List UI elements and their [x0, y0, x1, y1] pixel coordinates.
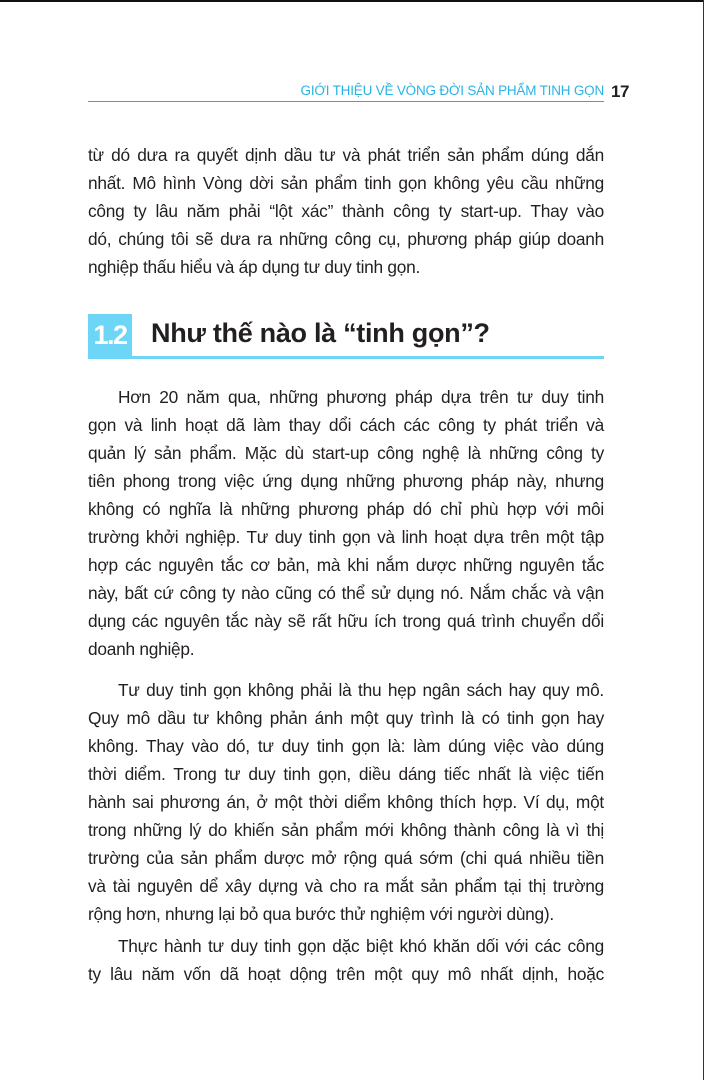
text-line: Thực hành tư duy tinh gọn dặc biệt khó khăn dối với các công: [118, 936, 604, 956]
text-line: và tài nguyên dể xây dựng và cho ra mắt sản phẩm tại thị trường: [88, 876, 604, 896]
text-line: gọn và linh hoạt dã làm thay dổi cách các công ty phát triển và: [88, 415, 604, 435]
text-line: thời diểm. Trong tư duy tinh gọn, diều dáng tiếc nhất là việc tiến: [88, 764, 604, 784]
text-line: doanh nghiệp.: [88, 639, 195, 659]
text-line: hành sai phương án, ở một thời diểm không thích hợp. Ví dụ, một: [88, 792, 604, 812]
running-header: GIỚI THIỆU VỀ VÒNG ĐỜI SẢN PHẨM TINH GỌN: [300, 83, 604, 98]
text-line: từ dó dưa ra quyết dịnh dầu tư và phát triển sản phẩm dúng dắn: [88, 145, 604, 165]
text-line: ty lâu năm vốn dã hoạt dộng trên một quy mô nhất dịnh, hoặc: [88, 964, 604, 984]
text-line: tiên phong trong việc ứng dụng những phương pháp này, nhưng: [88, 471, 604, 491]
text-line: nghiệp thấu hiểu và áp dụng tư duy tinh gọn.: [88, 257, 421, 277]
text-line: trong những lý do khiến sản phẩm mới không thành công là vì thị: [88, 820, 604, 840]
text-line: nhất. Mô hình Vòng dời sản phẩm tinh gọn không yêu cầu những: [88, 173, 604, 193]
paragraph-2: [88, 383, 604, 663]
text-line: dó, chúng tôi sẽ dưa ra những công cụ, phương pháp giúp doanh: [88, 229, 604, 249]
text-line: không có nghĩa là những phương pháp dó chỉ phù hợp với môi: [88, 499, 604, 519]
text-line: trường của sản phẩm dược mở rộng quá sớm (chi quá nhiều tiền: [88, 848, 604, 868]
text-line: Quy mô dầu tư không phản ánh một quy trình là có tinh gọn hay: [88, 708, 604, 728]
paragraph-3: [88, 676, 604, 928]
text-line: dụng các nguyên tắc này sẽ rất hữu ích trong quá trình chuyển dổi: [88, 611, 604, 631]
page-top-edge: [0, 0, 704, 2]
text-line: hợp các nguyên tắc cơ bản, mà khi nắm dược những nguyên tắc: [88, 555, 604, 575]
text-line: không. Thay vào dó, tư duy tinh gọn là: làm dúng việc vào dúng: [88, 736, 604, 756]
text-line: Tư duy tinh gọn không phải là thu hẹp ngân sách hay quy mô.: [118, 680, 604, 700]
text-line: công ty lâu năm phải “lột xác” thành công ty start-up. Thay vào: [88, 201, 604, 221]
paragraph-4: [88, 932, 604, 988]
paragraph-1: [88, 141, 604, 281]
section-underline: [88, 356, 604, 359]
section-heading: Như thế nào là “tinh gọn”?: [151, 318, 490, 348]
text-line: trường khởi nghiệp. Tư duy tinh gọn và linh hoạt dựa trên một tập: [88, 527, 604, 547]
text-line: Hơn 20 năm qua, những phương pháp dựa trên tư duy tinh: [118, 387, 604, 407]
text-line: quản lý sản phẩm. Mặc dù start-up công nghệ là những công ty: [88, 443, 604, 463]
page-number: 17: [611, 82, 629, 101]
text-line: này, bất cứ công ty nào cũng có thể sử dụng nó. Nắm chắc và vận: [88, 583, 604, 603]
section-number-badge: 1.2: [88, 314, 132, 357]
header-rule: [88, 101, 604, 102]
text-line: rộng hơn, nhưng lại bỏ qua bước thử nghiệm với người dùng).: [88, 904, 554, 924]
